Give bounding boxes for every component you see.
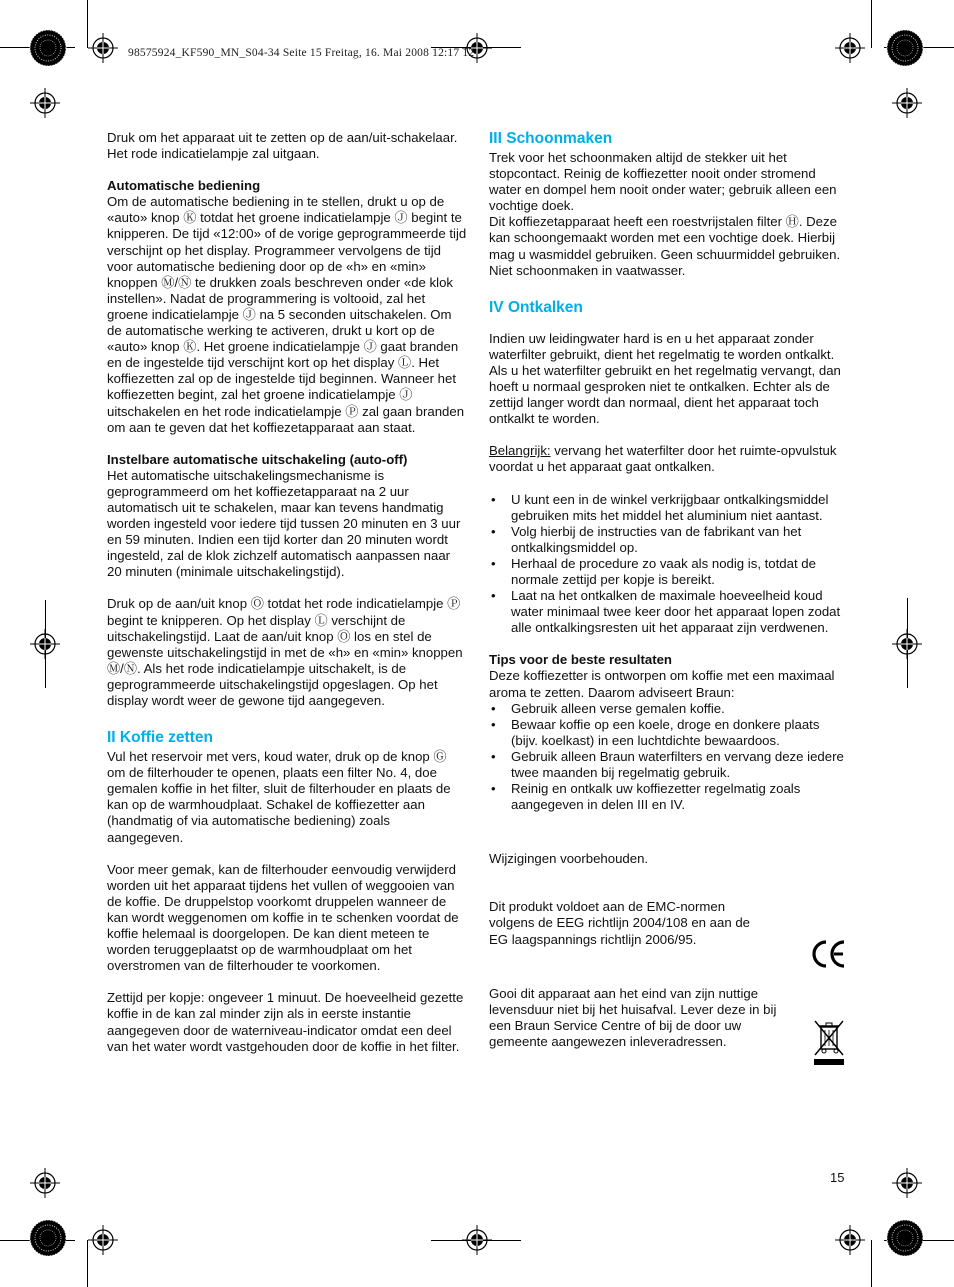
- crossed-bin-icon: [812, 1018, 846, 1066]
- registration-target-icon: [835, 1225, 865, 1255]
- intro-paragraph: Druk om het apparaat uit te zetten op de aan/uit-schakelaar. Het rode indicatielampje zal uitgaan.: [107, 130, 458, 162]
- list-item: • Bewaar koffie op een koele, droge en donkere plaats (bijv. koelkast) in een luchtdichte bewaardoos.: [489, 717, 849, 749]
- list-item: • Reinig en ontkalk uw koffiezetter regelmatig zoals aangegeven in delen III en IV.: [489, 781, 849, 813]
- registration-star-icon: [887, 30, 923, 66]
- list-item: • Gebruik alleen verse gemalen koffie.: [489, 701, 849, 717]
- registration-target-icon: [835, 33, 865, 63]
- list-item: • Gebruik alleen Braun waterfilters en vervang deze iedere twee maanden bij regelmatig gebruik.: [489, 749, 849, 781]
- section-4-paragraph-1: Indien uw leidingwater hard is en u het apparaat zonder waterfilter gebruikt, dient het regelmatig te worden ontkalkt. Als u het waterfilter gebruikt en het regelmatig vervangt, dan hoeft u normaal gesproken niet te ontkalken. Echter als de zettijd langer wordt dan normaal, dient het apparaat toch ontkalkt te worden.: [489, 330, 841, 427]
- important-label: Belangrijk:: [489, 443, 551, 459]
- registration-target-icon: [88, 33, 118, 63]
- registration-target-icon: [892, 88, 922, 118]
- waste-text: Gooi dit apparaat aan het eind van zijn nuttige levensduur niet bij het huisafval. Lever deze in bij een Braun Service Centre of bij de door uw gemeente aangewezen inleveradressen.: [489, 985, 777, 1049]
- section-4-heading: IV Ontkalken: [489, 298, 583, 316]
- section-2-heading: II Koffie zetten: [107, 729, 213, 747]
- left-column: [107, 130, 467, 1071]
- auto-operation-text: Om de automatische bediening in te stellen, drukt u op de «auto» knop Ⓚ totdat het groene indicatielampje Ⓙ begint te knipperen. De tijd «12:00» of de vorige geprogrammeerde tijd verschijnt op het display. Programmeer vervolgens de tijd voor automatische bediening door op de «h» en «min» knoppen Ⓜ/Ⓝ te drukken zoals beschreven onder «de klok instellen». Nadat de programmering is voltooid, zal het groene indicatielampje Ⓙ na 5 seconden uitschakelen. Om de automatische werking te activeren, drukt u kort op de «auto» knop Ⓚ. Het groene indicatielampje Ⓙ gaat branden en de ingestelde tijd verschijnt kort op het display Ⓛ. Het koffiezetten zal op de ingestelde tijd beginnen. Wanneer het koffiezetten begint, zal het groene indicatielampje Ⓙ uitschakelen en het rode indicatielampje Ⓟ zal gaan branden om aan te geven dat het koffiezetapparaat aan staat.: [107, 194, 467, 435]
- changes-note: Wijzigingen voorbehouden.: [489, 851, 649, 867]
- section-3-paragraph-2: Dit koffiezetapparaat heeft een roestvrijstalen filter Ⓗ. Deze kan schoongemaakt worden met een vochtige doek. Hierbij mag u wasmiddel gebruiken. Geen schuurmiddel gebruiken. Niet schoonmaken in vaatwasser.: [489, 214, 841, 278]
- emc-text: Dit produkt voldoet aan de EMC-normen volgens de EEG richtlijn 2004/108 en aan de EG laagspannings richtlijn 2006/95.: [489, 899, 751, 947]
- registration-target-icon: [30, 1168, 60, 1198]
- auto-off-text: Het automatische uitschakelingsmechanisme is geprogrammeerd om het koffiezetapparaat na 2 uur automatisch uit te schakelen, maar kan tevens handmatig worden ingesteld voor iedere tijd tussen 20 minuten en 3 uur en 59 minuten. Indien een tijd korter dan 20 minuten wordt ingesteld, zal de klok zichzelf automatisch aanpassen naar 20 minuten (minimale uitschakelingstijd).: [107, 467, 461, 580]
- section-3-heading: III Schoonmaken: [489, 130, 613, 147]
- tips-heading: Tips voor de beste resultaten: [489, 652, 672, 668]
- section-3-paragraph-1: Trek voor het schoonmaken altijd de stekker uit het stopcontact. Reinig de koffiezetter nooit onder stromend water en dompel hem nooit onder water; gebruik alleen een vochtige doek.: [489, 150, 837, 214]
- registration-target-icon: [892, 629, 922, 659]
- registration-target-icon: [462, 1225, 492, 1255]
- registration-star-icon: [30, 30, 66, 66]
- section-2-paragraph-3: Zettijd per kopje: ongeveer 1 minuut. De hoeveelheid gezette koffie in de kan zal minder zijn als in eerste instantie aangegeven door de waterniveau-indicator omdat een deel van het water wordt vastgehouden door de koffie in het filter.: [107, 990, 464, 1054]
- list-item: • Laat na het ontkalken de maximale hoeveelheid koud water minimaal twee keer door het apparaat lopen zodat alle ontkalkingsresten uit het apparaat zijn verdwenen.: [489, 588, 849, 636]
- ce-mark-icon: [810, 938, 846, 970]
- registration-target-icon: [88, 1225, 118, 1255]
- tips-intro: Deze koffiezetter is ontworpen om koffie met een maximaal aroma te zetten. Daarom adviseert Braun:: [489, 668, 835, 700]
- registration-target-icon: [30, 629, 60, 659]
- registration-target-icon: [30, 88, 60, 118]
- section-2-paragraph-1: Vul het reservoir met vers, koud water, druk op de knop Ⓖ om de filterhouder te openen, plaats een filter No. 4, doe gemalen koffie in het filter, sluit de filterhouder en plaats de kan op de warmhoudplaat. Schakel de koffiezetter aan (handmatig of via automatische bediening) zoals aangegeven.: [107, 749, 451, 845]
- auto-operation-heading: Automatische bediening: [107, 178, 261, 194]
- auto-off-heading: Instelbare automatische uitschakeling (auto-off): [107, 451, 408, 467]
- list-item: • Volg hierbij de instructies van de fabrikant van het ontkalkingsmiddel op.: [489, 524, 849, 556]
- registration-star-icon: [887, 1220, 923, 1256]
- page-number: 15: [830, 1170, 845, 1185]
- list-item: • Herhaal de procedure zo vaak als nodig is, totdat de normale zettijd per kopje is bereikt.: [489, 556, 849, 588]
- right-column: [489, 130, 849, 1066]
- section-2-paragraph-2: Voor meer gemak, kan de filterhouder eenvoudig verwijderd worden uit het apparaat tijdens het vullen of weggooien van de koffie. De druppelstop voorkomt druppelen wanneer de kan wordt weggenomen om koffie in te schenken voordat de koffie helemaal is doorgelopen. De kan dient meteen te worden teruggeplaatst op de warmhoudplaat om het overstromen van de filterhouder te voorkomen.: [107, 861, 459, 974]
- registration-target-icon: [892, 1168, 922, 1198]
- important-note: [489, 443, 849, 475]
- registration-star-icon: [30, 1220, 66, 1256]
- tips-list: [489, 701, 849, 814]
- descaling-list: [489, 492, 849, 637]
- auto-off-text-2: Druk op de aan/uit knop Ⓞ totdat het rode indicatielampje Ⓟ begint te knipperen. Op het display Ⓛ verschijnt de uitschakelingstijd. Laat de aan/uit knop Ⓞ los en stel de gewenste uitschakelingstijd in met de «h» en «min» knoppen Ⓜ/Ⓝ. Als het rode indicatielampje uitschakelt, is de geprogrammeerde uitschakelingstijd opgeslagen. Op het display wordt weer de gewone tijd aangegeven.: [107, 596, 463, 708]
- important-text: vervang het waterfilter door het ruimte-opvulstuk voordat u het apparaat gaat ontkalken.: [489, 443, 837, 475]
- list-item: • U kunt een in de winkel verkrijgbaar ontkalkingsmiddel gebruiken mits het middel het aluminium niet aantast.: [489, 492, 849, 524]
- print-slug: 98575924_KF590_MN_S04-34 Seite 15 Freitag, 16. Mai 2008 12:17 12: [128, 47, 475, 59]
